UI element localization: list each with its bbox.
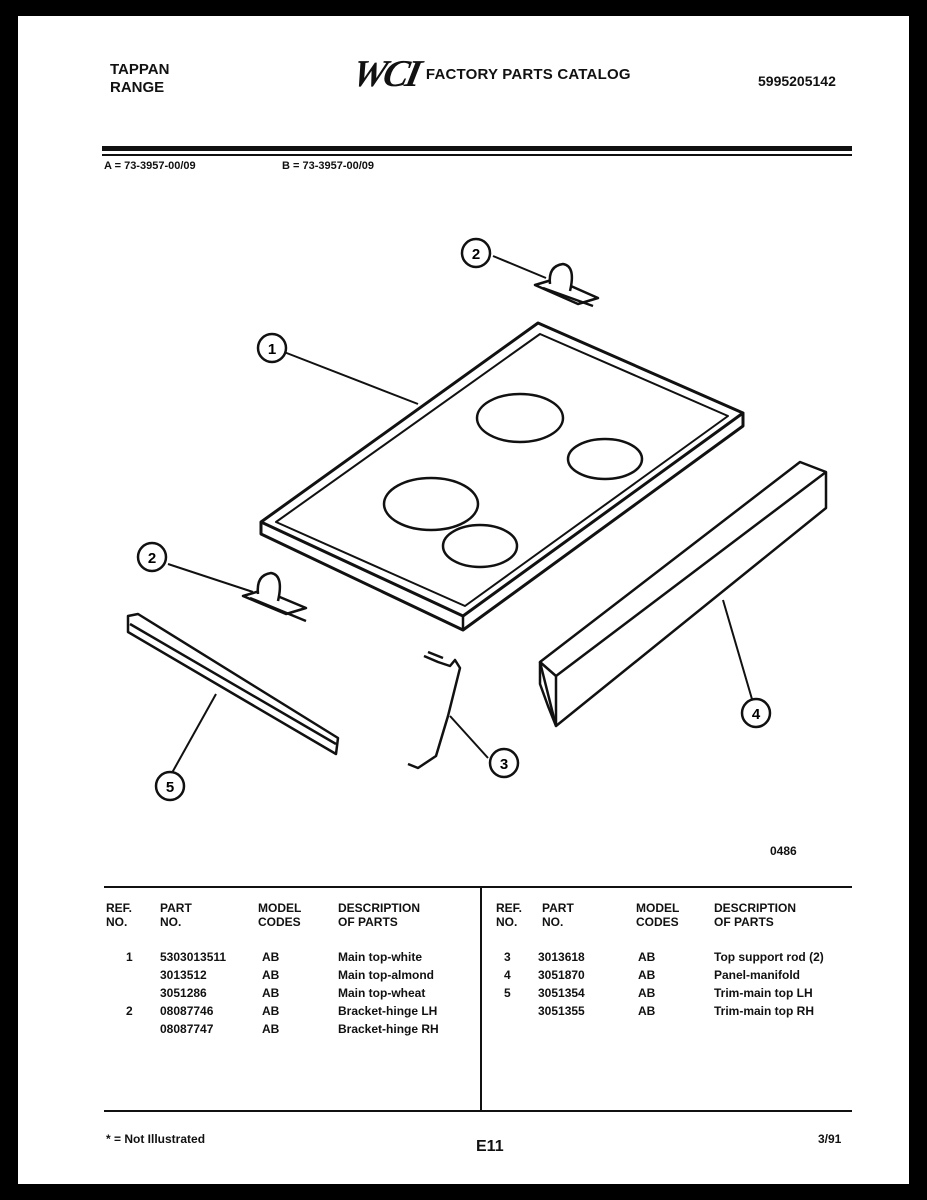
bracket-hinge-lh-part [243, 573, 306, 621]
brand-line2: RANGE [110, 79, 165, 96]
callout-1 [258, 334, 286, 362]
exploded-parts-diagram [18, 16, 909, 876]
model-a-label: A = 73-3957-00/09 [104, 160, 196, 172]
callout-5 [156, 772, 184, 800]
svg-text:2: 2 [147, 550, 157, 567]
svg-text:1: 1 [267, 341, 277, 358]
header-ref-no-right: REF. NO. [496, 901, 523, 929]
catalog-number: 5995205142 [758, 73, 836, 89]
table-top-rule [104, 886, 852, 888]
callout-2-left [138, 543, 166, 571]
trim-main-top-lh-part [128, 614, 338, 754]
header-model-codes-left: MODEL CODES [258, 901, 302, 929]
svg-text:4: 4 [751, 706, 761, 723]
model-b-label: B = 73-3957-00/09 [282, 160, 375, 172]
header-part-no-left: PART NO. [160, 901, 192, 929]
header-ref-no-left: REF. NO. [106, 901, 133, 929]
bracket-hinge-rh-part [535, 264, 598, 306]
callout-2-top [462, 239, 490, 267]
page-number: E11 [476, 1138, 504, 1155]
catalog-page: TAPPAN RANGE WCI FACTORY PARTS CATALOG 5995205142 A = 73-3957-00/09 B = 73-3957-00/09 2 1 2 5 3 4 0486 REF. NO. PART NO. MODEL CODES DESCRIPTION OF PARTS REF. NO. PART NO. MODEL CODES DESCRIPTION OF PARTS 1 5303013511 AB Main top-white 3013512 AB Main top-almond 3051286 AB Main top-wheat 2 08087746 AB Bracket-hinge LH 08087747 AB Bracket-hinge RH 3 3013618 AB Top support rod (2) 4 3051870 AB Panel-manifold 5 3051354 AB Trim-main top LH 3051355 AB Trim-main top RH * = Not Illustrated E11 3/91 [18, 16, 909, 1184]
svg-text:5: 5 [165, 779, 175, 796]
header-part-no-right: PART NO. [542, 901, 574, 929]
top-support-rod-part [408, 652, 460, 768]
header-description-left: DESCRIPTION OF PARTS [338, 901, 421, 929]
callout-4 [742, 699, 770, 727]
catalog-title: FACTORY PARTS CATALOG [425, 65, 631, 83]
revision-date: 3/91 [818, 1132, 842, 1146]
figure-number: 0486 [770, 844, 797, 858]
svg-text:3: 3 [499, 756, 509, 773]
table-bottom-rule [104, 1110, 852, 1112]
wci-logo: WCI [348, 53, 423, 95]
header-model-codes-right: MODEL CODES [636, 901, 680, 929]
table-divider [480, 886, 482, 1112]
header-description-right: DESCRIPTION OF PARTS [714, 901, 797, 929]
callout-3 [490, 749, 518, 777]
not-illustrated-note: * = Not Illustrated [106, 1132, 206, 1146]
panel-manifold-part [540, 462, 826, 726]
brand-line1: TAPPAN [110, 61, 170, 78]
svg-text:2: 2 [471, 246, 481, 263]
